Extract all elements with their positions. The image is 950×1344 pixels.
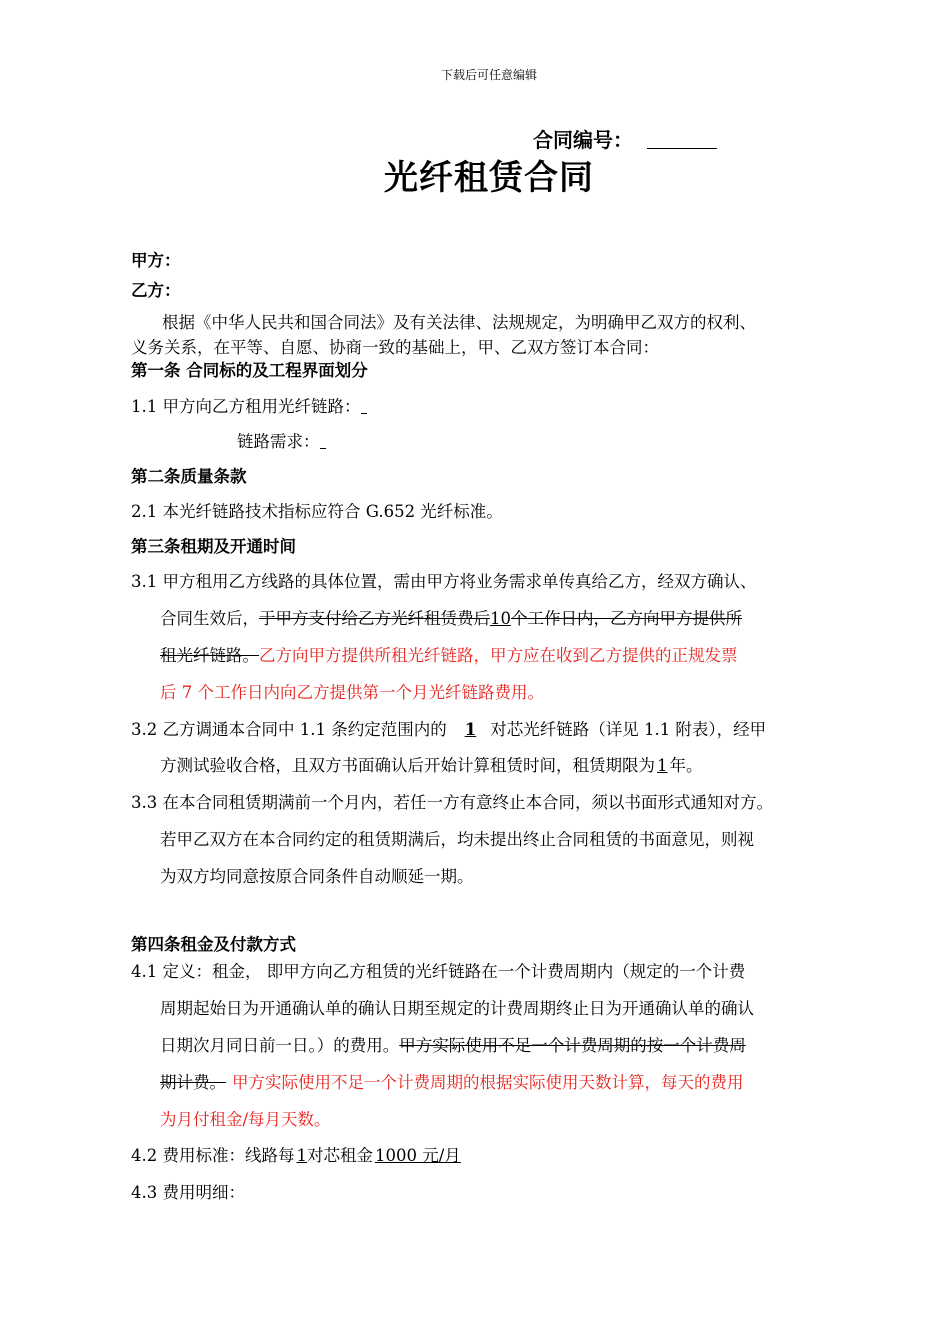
clause-3-3-line-3: 为双方均同意按原合同条件自动顺延一期。: [160, 867, 474, 886]
fiber-pair-count: 1: [464, 720, 477, 739]
clause-4-1-text: 日期次月同日前一日。）的费用。: [160, 1036, 400, 1055]
contract-number-blank: [647, 128, 717, 149]
deleted-days: 10: [490, 609, 511, 628]
clause-3-2-text: 3.2 乙方调通本合同中 1.1 条约定范围内的: [131, 720, 447, 739]
deleted-text: 甲方实际使用不足一个计费周期的按一个计费周: [399, 1036, 746, 1055]
preamble-line-2: 义务关系，在平等、自愿、协商一致的基础上，甲、乙双方签订本合同：: [131, 338, 659, 357]
article-1-heading: 第一条 合同标的及工程界面划分: [131, 361, 368, 380]
clause-3-2-line-1: [131, 716, 766, 740]
monthly-rent: 1000 元/月: [375, 1146, 461, 1165]
clause-3-3-line-1: 3.3 在本合同租赁期满前一个月内，若任一方有意终止本合同，须以书面形式通知对方。: [131, 793, 773, 812]
link-requirement-text: 链路需求：: [237, 432, 320, 451]
clause-3-2-text: 年。: [669, 756, 703, 775]
contract-number: [533, 124, 717, 153]
clause-1-1-text: 1.1 甲方向乙方租用光纤链路：: [131, 397, 361, 416]
clause-4-1-line-4: [160, 1069, 744, 1093]
preamble-line-1: 根据《中华人民共和国合同法》及有关法律、法规规定，为明确甲乙双方的权利、: [162, 313, 756, 332]
clause-3-2-text: 方测试验收合格，且双方书面确认后开始计算租赁时间，租赁期限为: [160, 756, 655, 775]
clause-1-1-blank: [361, 399, 367, 414]
clause-3-3-line-2: 若甲乙双方在本合同约定的租赁期满后，均未提出终止合同租赁的书面意见，则视: [160, 830, 754, 849]
deleted-text: 租光纤链路。: [160, 646, 259, 665]
clause-1-1: [131, 393, 367, 417]
clause-3-2-text: 对芯光纤链路（详见 1.1 附表），经甲: [490, 720, 767, 739]
deleted-text: 个工作日内，乙方向甲方提供所: [511, 609, 742, 628]
clause-4-3: 4.3 费用明细：: [131, 1183, 245, 1202]
clause-4-2-text: 4.2 费用标准：线路每: [131, 1146, 295, 1165]
clause-4-1-line-2: 周期起始日为开通确认单的确认日期至规定的计费周期终止日为开通确认单的确认: [160, 999, 754, 1018]
deleted-text: 于甲方支付给乙方光纤租赁费后: [259, 609, 490, 628]
document-title: 光纤租赁合同: [384, 158, 594, 198]
link-requirement-blank: [320, 434, 326, 449]
inserted-text: 乙方向甲方提供所租光纤链路，甲方应在收到乙方提供的正规发票: [259, 646, 738, 665]
clause-4-1-line-3: [160, 1032, 746, 1056]
party-a-label: 甲方：: [131, 251, 181, 270]
clause-3-1-line-3: [160, 642, 738, 666]
fiber-pair-unit: 1: [296, 1146, 307, 1165]
header-note: 下载后可任意编辑: [440, 68, 537, 82]
clause-4-1-line-1: 4.1 定义：租金， 即甲方向乙方租赁的光纤链路在一个计费周期内（规定的一个计费: [131, 962, 746, 981]
article-2-heading: 第二条质量条款: [131, 467, 247, 486]
contract-number-label: 合同编号：: [533, 128, 633, 152]
inserted-text: 甲方实际使用不足一个计费周期的根据实际使用天数计算，每天的费用: [232, 1073, 744, 1092]
article-4-heading: 第四条租金及付款方式: [131, 935, 296, 954]
party-b-label: 乙方：: [131, 281, 181, 300]
clause-4-2-text: 对芯租金: [307, 1146, 373, 1165]
clause-3-1-line-4: 后 7 个工作日内向乙方提供第一个月光纤链路费用。: [160, 683, 544, 702]
clause-3-2-line-2: [160, 752, 703, 776]
deleted-text: 期计费。: [160, 1073, 226, 1092]
link-requirement: [237, 428, 326, 452]
article-3-heading: 第三条租期及开通时间: [131, 537, 296, 556]
lease-term-years: 1: [657, 756, 668, 775]
clause-3-1-line-1: 3.1 甲方租用乙方线路的具体位置，需由甲方将业务需求单传真给乙方，经双方确认、: [131, 572, 757, 591]
clause-3-1-text: 合同生效后，: [160, 609, 259, 628]
clause-4-1-line-5: 为月付租金/每月天数。: [160, 1110, 331, 1129]
clause-4-2: [131, 1142, 461, 1166]
clause-3-1-line-2: [160, 605, 742, 629]
clause-2-1: 2.1 本光纤链路技术指标应符合 G.652 光纤标准。: [131, 502, 503, 521]
